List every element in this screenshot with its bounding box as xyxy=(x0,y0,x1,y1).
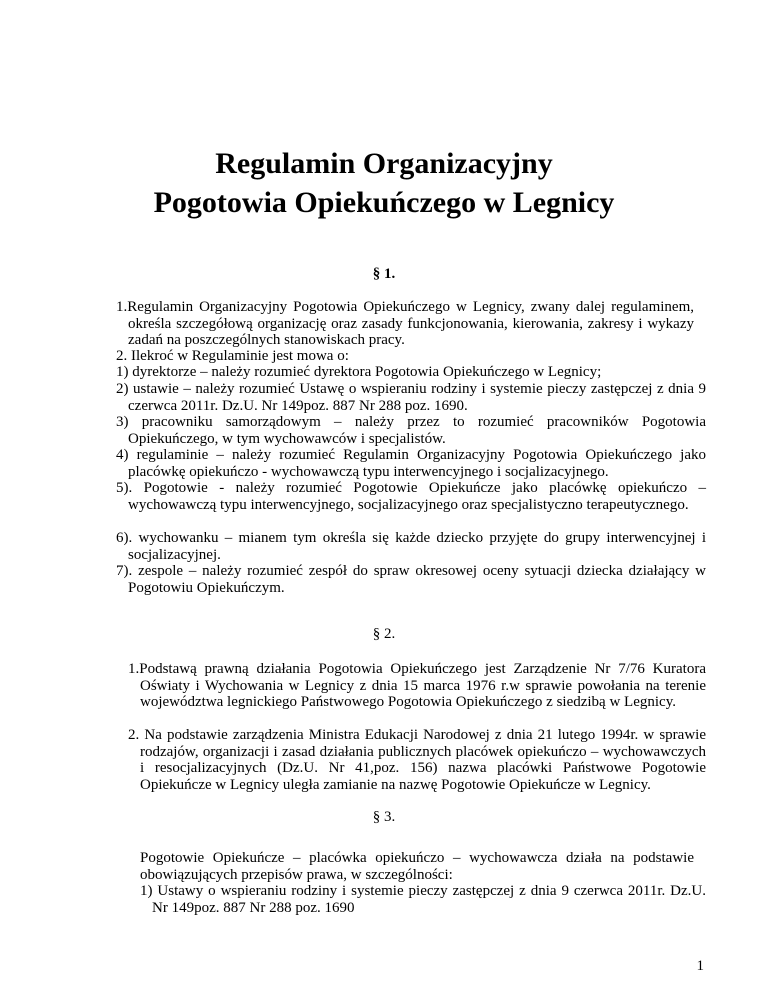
section-2-item-1: 1.Podstawą prawną działania Pogotowia Opiekuńczego jest Zarządzenie Nr 7/76 Kuratora Oświaty i Wychowania w Legnicy z dnia 15 marca 1976 r.w sprawie powołania na terenie województwa legnickiego Państwowego Pogotowia Opiekuńczego z siedzibą w Legnicy. xyxy=(128,661,706,710)
section-3-intro: Pogotowie Opiekuńcze – placówka opiekuńczo – wychowawcza działa na podstawie obowiązujących przepisów prawa, w szczególności: xyxy=(140,850,694,883)
document-title-line-2: Pogotowia Opiekuńczego w Legnicy xyxy=(153,186,615,219)
section-3-item-1: 1) Ustawy o wspieraniu rodziny i systemie pieczy zastępczej z dnia 9 czerwca 2011r. Dz.U. Nr 149poz. 887 Nr 288 poz. 1690 xyxy=(140,883,706,916)
document-title-line-1: Regulamin Organizacyjny xyxy=(215,147,553,180)
section-1-item-1 xyxy=(116,299,694,349)
section-1-item-5: 3) pracowniku samorządowym – należy przez to rozumieć pracowników Pogotowia Opiekuńczego, w tym wychowawców i specjalistów. xyxy=(116,414,706,447)
section-1-item-1-text: 1.Regulamin Organizacyjny Pogotowia Opiekuńczego w Legnicy, zwany dalej regulaminem, określa szczegółową organizację oraz zasady funkcjonowania, kierowania, zakresy i wykazy zadań na poszczególnych stanowiskach pracy. xyxy=(116,299,694,348)
section-1-heading: § 1. xyxy=(372,266,396,282)
section-2-item-2: 2. Na podstawie zarządzenia Ministra Edukacji Narodowej z dnia 21 lutego 1994r. w sprawie rodzajów, organizacji i zasad działania publicznych placówek opiekuńczo – wychowawczych i resocjalizacyjnych (Dz.U. Nr 41,poz. 156) nazwa placówki Państwowe Pogotowie Opiekuńcze w Legnicy uległa zamianie na nazwę Pogotowie Opiekuńcze w Legnicy. xyxy=(128,727,706,793)
section-1-item-8: 6). wychowanku – mianem tym określa się każde dziecko przyjęte do grupy interwencyjnej i socjalizacyjnej. xyxy=(116,530,706,563)
section-1-item-6: 4) regulaminie – należy rozumieć Regulamin Organizacyjny Pogotowia Opiekuńczego jako placówkę opiekuńczo - wychowawczą typu interwencyjnego i socjalizacyjnego. xyxy=(116,447,706,480)
section-1-item-2: 2. Ilekroć w Regulaminie jest mowa o: xyxy=(116,348,349,364)
section-1-item-4: 2) ustawie – należy rozumieć Ustawę o wspieraniu rodziny i systemie pieczy zastępczej z dnia 9 czerwca 2011r. Dz.U. Nr 149poz. 887 Nr 288 poz. 1690. xyxy=(116,381,706,414)
section-1-item-7: 5). Pogotowie - należy rozumieć Pogotowie Opiekuńcze jako placówkę opiekuńczo – wychowawczą typu interwencyjnego, socjalizacyjnego oraz specjalistyczno terapeutycznego. xyxy=(116,480,706,513)
section-1-item-9: 7). zespole – należy rozumieć zespół do spraw okresowej oceny sytuacji dziecka działający w Pogotowiu Opiekuńczym. xyxy=(116,563,706,596)
section-1-item-3: 1) dyrektorze – należy rozumieć dyrektora Pogotowia Opiekuńczego w Legnicy; xyxy=(116,364,602,380)
section-3-heading: § 3. xyxy=(372,809,396,825)
section-2-heading: § 2. xyxy=(372,626,396,642)
page-number: 1 xyxy=(696,958,704,974)
